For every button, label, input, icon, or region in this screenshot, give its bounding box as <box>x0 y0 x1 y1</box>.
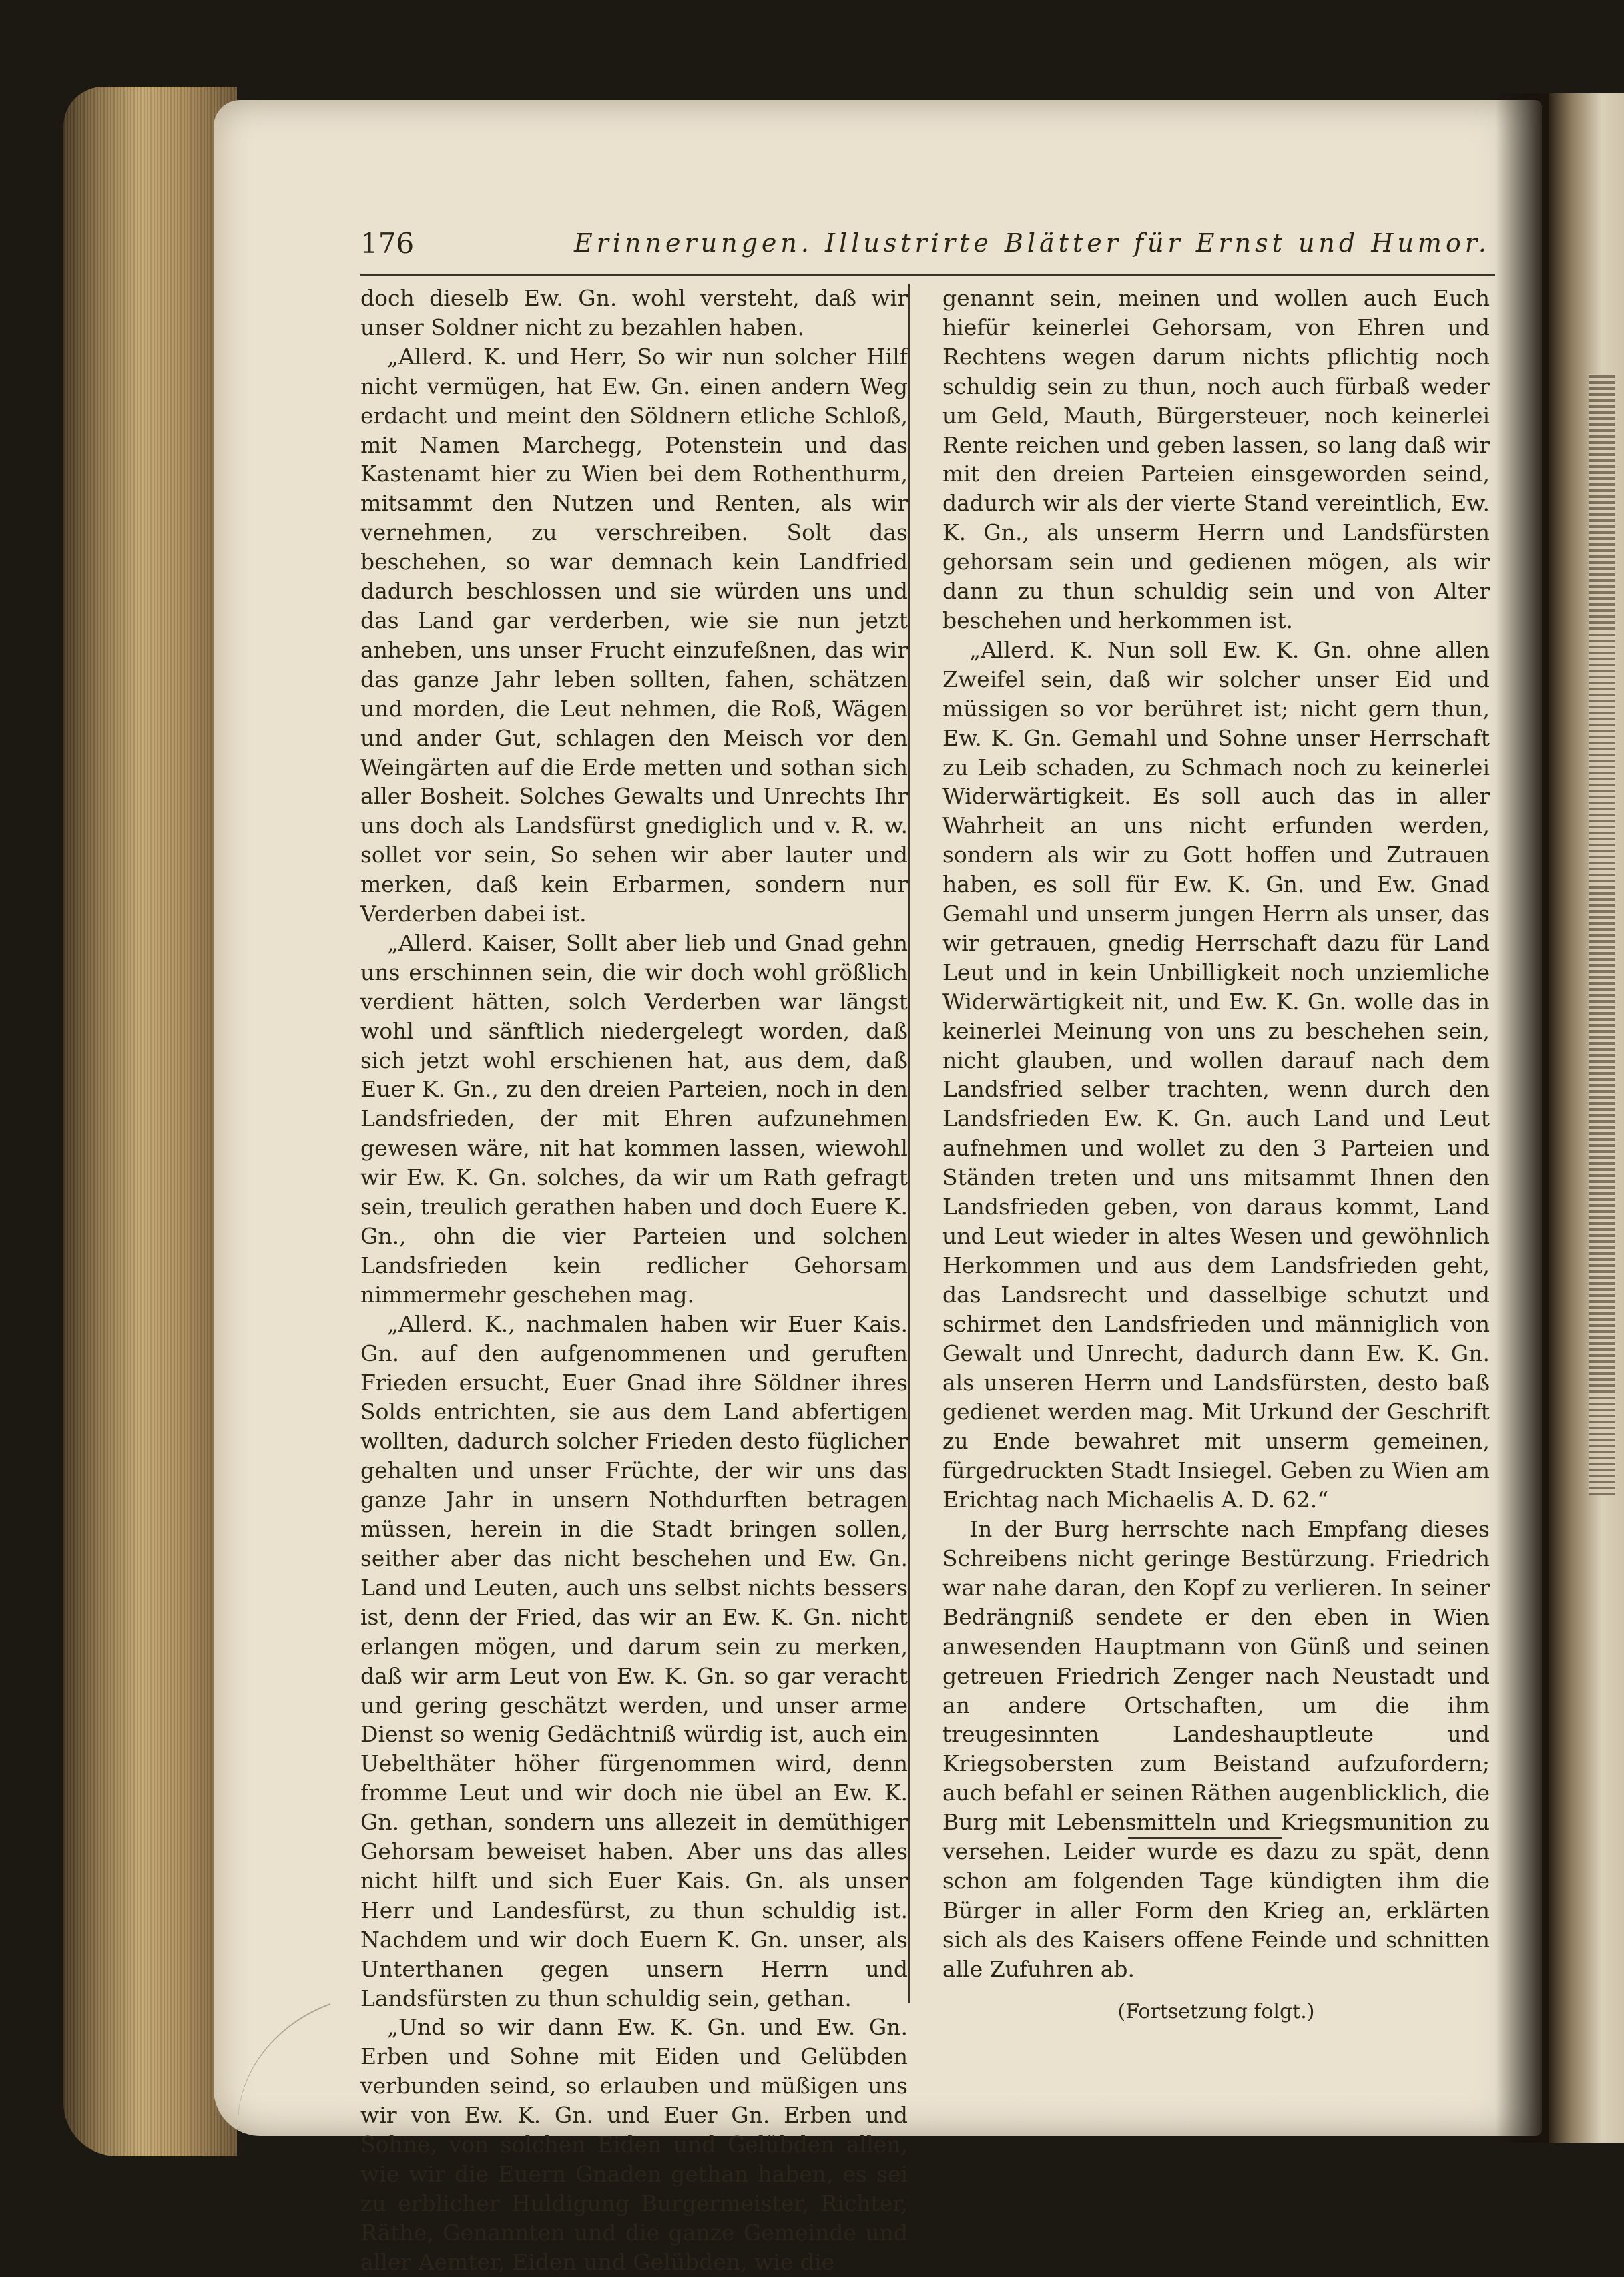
paragraph: „Allerd. K. Nun soll Ew. K. Gn. ohne allen Zweifel sein, daß wir solcher unser Eid und müssigen so vor berühret ist; nicht gern thun, Ew. K. Gn. Gemahl und Sohne unser Herrschaft zu Leib schaden, zu Schmach noch zu keinerlei Widerwärtigkeit. Es soll auch das in aller Wahrheit an uns nicht erfunden werden, sondern als wir zu Gott hoffen und Zutrauen haben, es soll für Ew. K. Gn. und Ew. Gnad Gemahl und unserm jungen Herrn als unser, das wir getrauen, gnedig Herrschaft dazu für Land Leut und in kein Unbilligkeit noch unziemliche Widerwärtigkeit nit, und Ew. K. Gn. wolle das in keinerlei Meinung von uns zu beschehen sein, nicht glauben, und wollen darauf nach dem Landsfried selber trachten, wenn durch den Landsfrieden Ew. K. Gn. auch Land und Leut aufnehmen und wollet zu den 3 Parteien und Ständen treten und uns mitsammt Ihnen den Landsfrieden geben, von daraus kommt, Land und Leut wieder in altes Wesen und gewöhnlich Herkommen und aus dem Landsfrieden geht, das Landsrecht und dasselbige schutzt und schirmet den Landsfrieden und männiglich von Gewalt und Unrecht, dadurch dann Ew. K. Gn. als unseren Herrn und Landsfürsten, desto baß gedienet werden mag. Mit Urkund der Geschrift zu Ende bewahret mit unserm gemeinen, fürgedruckten Stadt Insiegel. Geben zu Wien am Erichtag nach Michaelis A. D. 62.“ <box>942 636 1490 1513</box>
book-page-edges <box>63 87 237 2156</box>
end-rule <box>1128 1837 1282 1839</box>
left-column <box>360 284 908 2277</box>
paragraph: In der Burg herrschte nach Empfang dieses Schreibens nicht geringe Bestürzung. Friedrich war nahe daran, den Kopf zu verlieren. In seiner Bedrängniß sendete er den eben in Wien anwesenden Hauptmann von Günß und seinen getreuen Friedrich Zenger nach Neustadt und an andere Ortschaften, um die ihm treugesinnten Landeshauptleute und Kriegsobersten zum Beistand aufzufordern; auch befahl er seinen Räthen augenblicklich, die Burg mit Lebensmitteln und Kriegsmunition zu versehen. Leider wurde es dazu zu spät, denn schon am folgenden Tage kündigten ihm die Bürger in aller Form den Krieg an, erklärten sich als des Kaisers offene Feinde und schnitten alle Zufuhren ab. <box>942 1516 1490 1982</box>
book-gutter <box>1495 93 1549 2143</box>
continued-note: (Fortsetzung folgt.) <box>1117 1999 1315 2023</box>
facing-page-edge <box>1549 93 1624 2143</box>
paragraph: „Und so wir dann Ew. K. Gn. und Ew. Gn. Erben und Sohne mit Eiden und Gelübden verbunden seind, so erlauben und müßigen uns wir von Ew. K. Gn. und Euer Gn. Erben und Sohne, von solchen Eiden und Gelübden allen, wie wir die Euern Gnaden gethan haben, es sei zu erblicher Huldigung Burgermeister, Richter, Räthe, Genannten und die ganze Gemeinde und aller Aemter, Eiden und Gelübden, wie die <box>360 2014 908 2275</box>
right-column <box>942 284 1490 2026</box>
paragraph: „Allerd. K., nachmalen haben wir Euer Kais. Gn. auf den aufgenommenen und geruften Frieden ersucht, Euer Gnad ihre Söldner ihres Solds entrichten, sie aus dem Land abfertigen wollten, dadurch solcher Frieden desto füglicher gehalten und unser Früchte, der wir uns das ganze Jahr in unsern Nothdurften betragen müssen, herein in die Stadt bringen sollen, seither aber das nicht beschehen und Ew. Gn. Land und Leuten, auch uns selbst nichts bessers ist, denn der Fried, das wir an Ew. K. Gn. nicht erlangen mögen, und darum sein zu merken, daß wir arm Leut von Ew. K. Gn. so gar veracht und gering geschätzt werden, und unser arme Dienst so wenig Gedächtniß würdig ist, auch ein Uebelthäter höher fürgenommen wird, denn fromme Leut und wir doch nie übel an Ew. K. Gn. gethan, sondern uns allezeit in demüthiger Gehorsam beweiset haben. Aber uns das alles nicht hilft und sich Euer Kais. Gn. als unser Herr und Landesfürst, zu thun schuldig ist. Nachdem und wir doch Euern K. Gn. unser, als Unterthanen gegen unsern Herrn und Landsfürsten zu thun schuldig sein, gethan. <box>360 1310 908 2011</box>
page-number: 176 <box>360 227 415 260</box>
paragraph: genannt sein, meinen und wollen auch Euch hiefür keinerlei Gehorsam, von Ehren und Rechtens wegen darum nichts pflichtig noch schuldig sein zu thun, noch auch fürbaß weder um Geld, Mauth, Bürgersteuer, noch keinerlei Rente reichen und geben lassen, so lang daß wir mit den dreien Parteien einsgeworden seind, dadurch wir als der vierte Stand vereintlich, Ew. K. Gn., als unserm Herrn und Landsfürsten gehorsam sein und gedienen mögen, als wir dann zu thun schuldig sein und von Alter beschehen und herkommen ist. <box>942 285 1490 634</box>
facing-page-text-strip <box>1589 374 1615 1495</box>
paragraph: „Allerd. Kaiser, Sollt aber lieb und Gnad gehn uns erschinnen sein, die wir doch wohl größlich verdient hätten, solch Verderben war längst wohl und sänftlich niedergelegt worden, daß sich jetzt wohl erschienen hat, aus dem, daß Euer K. Gn., zu den dreien Parteien, noch in den Landsfrieden, der mit Ehren aufzunehmen gewesen wäre, nit hat kommen lassen, wiewohl wir Ew. K. Gn. solches, da wir um Rath gefragt sein, treulich gerathen haben und doch Euere K. Gn., ohn die vier Parteien und solchen Landsfrieden kein redlicher Gehorsam nimmermehr geschehen mag. <box>360 929 908 1308</box>
header-rule <box>360 274 1495 276</box>
running-head: Erinnerungen. Illustrirte Blätter für Ernst und Humor. <box>574 228 1491 258</box>
paragraph: doch dieselb Ew. Gn. wohl versteht, daß wir unser Soldner nicht zu bezahlen haben. <box>360 285 908 340</box>
paragraph: „Allerd. K. und Herr, So wir nun solcher Hilf nicht vermügen, hat Ew. Gn. einen andern Weg erdacht und meint den Söldnern etliche Schloß, mit Namen Marchegg, Potenstein und das Kastenamt hier zu Wien bei dem Rothenthurm, mitsammt den Nutzen und Renten, als wir vernehmen, zu verschreiben. Solt das beschehen, so war demnach kein Landfried dadurch beschlossen und sie würden uns und das Land gar verderben, wie sie nun jetzt anheben, uns unser Frucht einzufeßnen, das wir das ganze Jahr leben sollten, fahen, schätzen und morden, die Leut nehmen, die Roß, Wägen und ander Gut, schlagen den Meisch vor den Weingärten auf die Erde metten und sothan sich aller Bosheit. Solches Gewalts und Unrechts Ihr uns doch als Landsfürst gnediglich und v. R. w. sollet vor sein, So sehen wir aber lauter und merken, daß kein Erbarmen, sondern nur Verderben dabei ist. <box>360 343 908 927</box>
column-divider <box>908 284 910 2003</box>
page-header <box>360 227 1495 267</box>
